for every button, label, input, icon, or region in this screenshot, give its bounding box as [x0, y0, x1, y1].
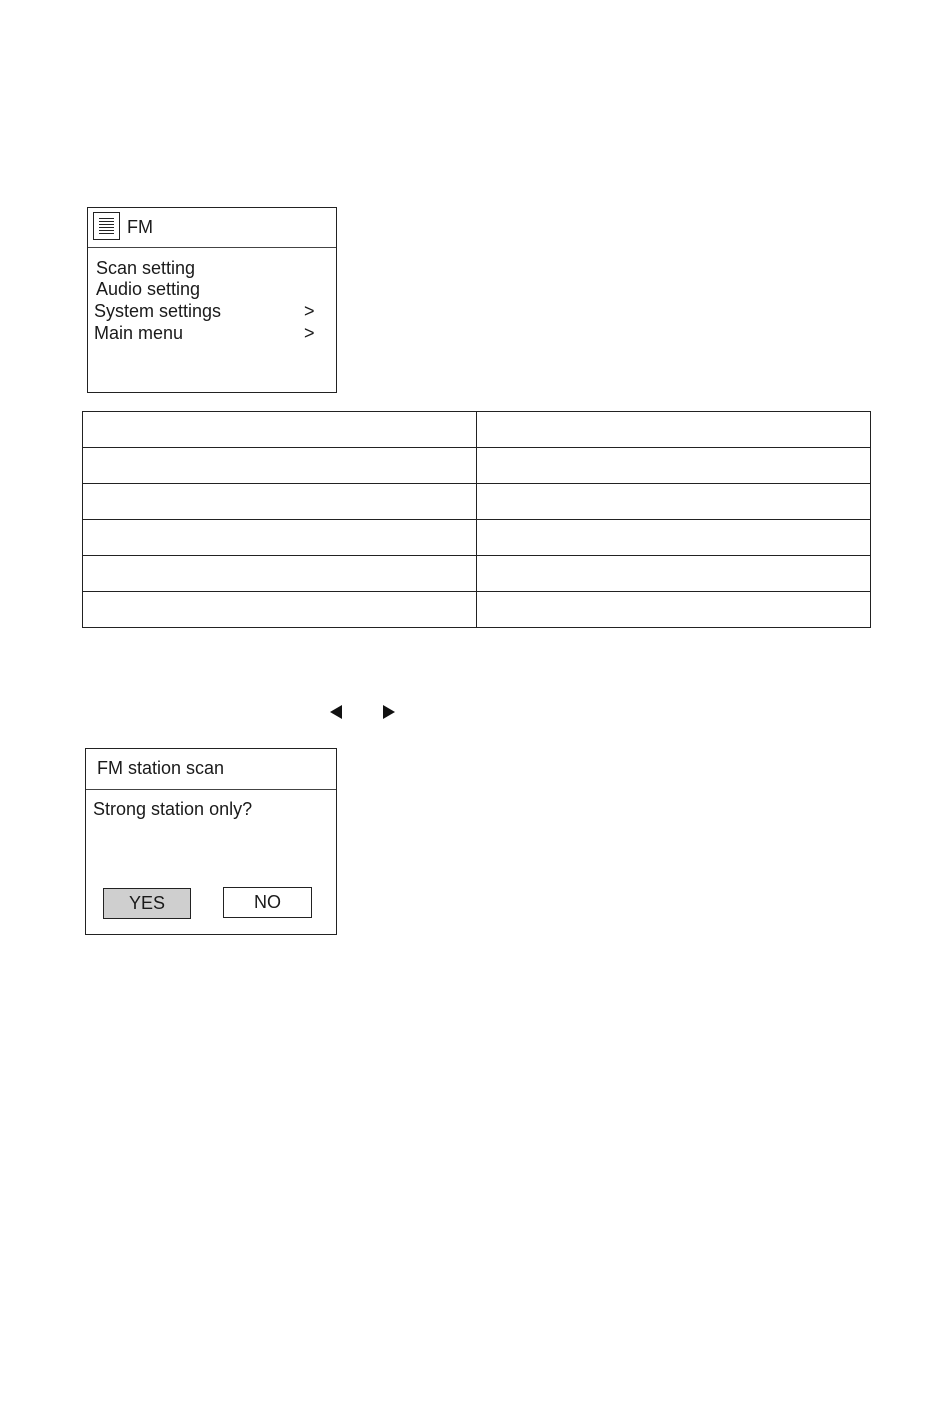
no-button[interactable]: NO [223, 887, 312, 918]
yes-button[interactable]: YES [103, 888, 191, 919]
table-row [83, 592, 871, 628]
menu-list-icon [93, 212, 120, 240]
fm-menu-header [88, 208, 336, 248]
menu-item-system-settings[interactable]: System settings [94, 301, 222, 321]
chevron-right-icon: > [304, 323, 315, 343]
fm-menu-screen [87, 207, 337, 393]
fm-station-scan-dialog [85, 748, 337, 935]
chevron-right-icon: > [304, 301, 315, 321]
table-cell [477, 520, 871, 556]
table-cell [83, 412, 477, 448]
table-cell [83, 520, 477, 556]
menu-item-audio-setting[interactable]: Audio setting [96, 279, 201, 299]
scan-dialog-title: FM station scan [97, 758, 225, 778]
table-cell [477, 448, 871, 484]
menu-item-main-menu[interactable]: Main menu [94, 323, 184, 343]
fm-menu-title: FM [127, 217, 153, 237]
menu-item-scan-setting[interactable]: Scan setting [96, 258, 196, 278]
table-row [83, 412, 871, 448]
table-cell [83, 556, 477, 592]
table-cell [477, 412, 871, 448]
table-cell [477, 556, 871, 592]
table-cell [83, 448, 477, 484]
table-cell [477, 484, 871, 520]
triangle-left-icon [330, 705, 342, 719]
settings-table [82, 411, 871, 628]
table-row [83, 448, 871, 484]
table-row [83, 520, 871, 556]
scan-dialog-question: Strong station only? [93, 799, 253, 819]
table-cell [83, 484, 477, 520]
scan-dialog-header [86, 749, 336, 790]
triangle-right-icon [383, 705, 395, 719]
table-row [83, 556, 871, 592]
table-row [83, 484, 871, 520]
table-cell [83, 592, 477, 628]
table-cell [477, 592, 871, 628]
